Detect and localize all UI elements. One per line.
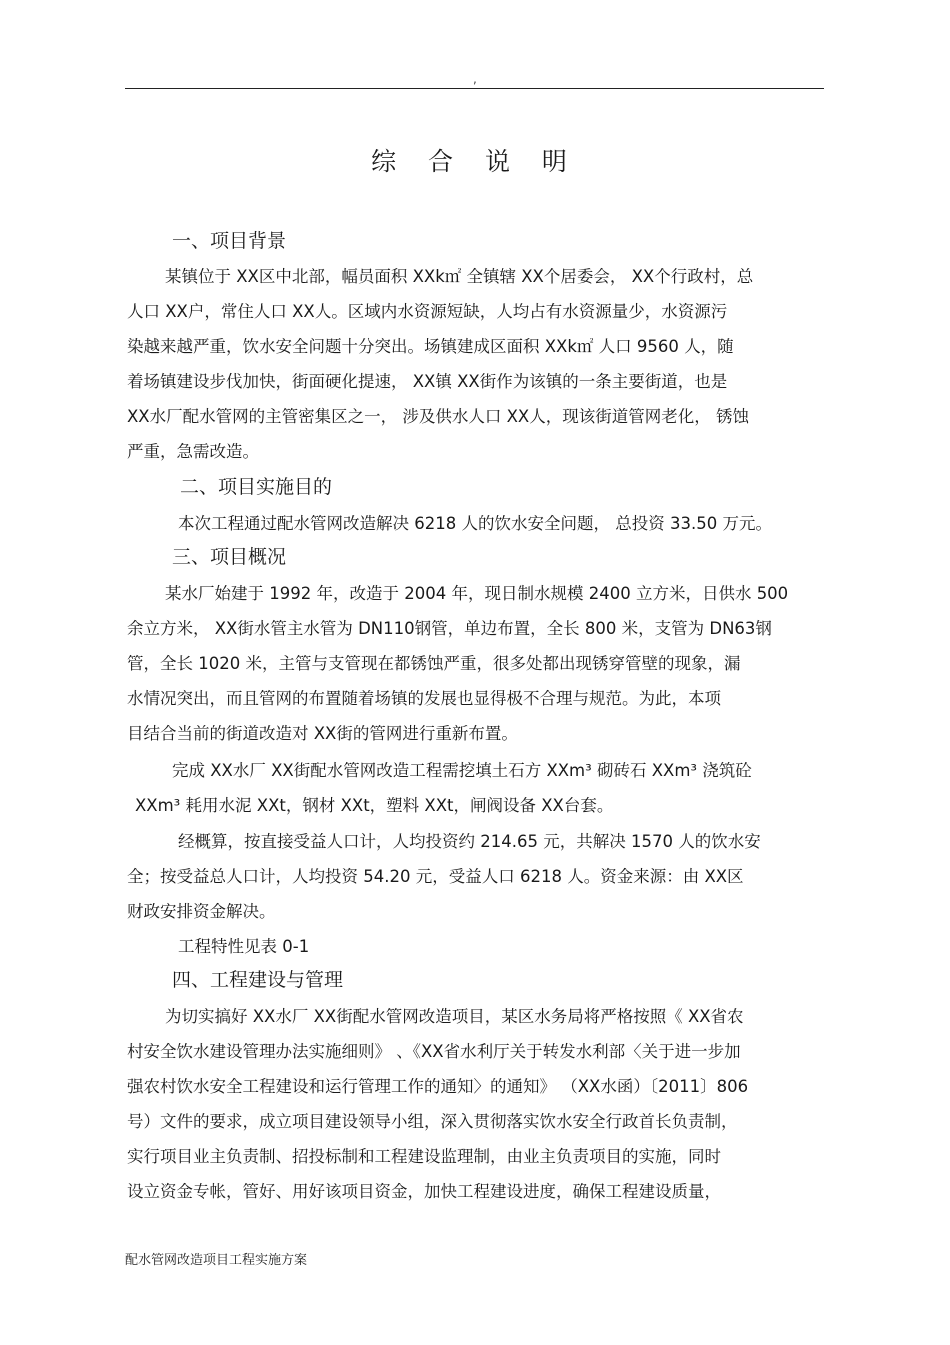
header-rule — [125, 88, 824, 89]
paragraph-line: 人口 XX户，常住人口 XX人。区域内水资源短缺，人均占有水资源量少，水资源污 — [127, 302, 728, 321]
paragraph-line: 为切实搞好 XX水厂 XX街配水管网改造项目，某区水务局将严格按照《 XX省农 — [165, 1007, 744, 1026]
paragraph-line: 实行项目业主负责制、招投标制和工程建设监理制，由业主负责项目的实施，同时 — [127, 1147, 721, 1166]
paragraph-line: 某水厂始建于 1992 年，改造于 2004 年，现日制水规模 2400 立方米，日供水 500 — [165, 584, 789, 603]
section-heading-background: 一、项目背景 — [172, 230, 287, 252]
paragraph-line: 管，全长 1020 米，主管与支管现在都锈蚀严重，很多处都出现锈穿管壁的现象，漏 — [127, 654, 741, 673]
paragraph-line: XX水厂配水管网的主管密集区之一， 涉及供水人口 XX人，现该街道管网老化， 锈蚀 — [127, 407, 749, 426]
paragraph-line: 完成 XX水厂 XX街配水管网改造工程需挖填土石方 XXm³ 砌砖石 XXm³ 浇筑砼 — [172, 761, 752, 780]
paragraph-line: 强农村饮水安全工程建设和运行管理工作的通知〉的通知》 （XX水函）〔2011〕806 — [127, 1077, 749, 1096]
paragraph-line: 号）文件的要求，成立项目建设领导小组，深入贯彻落实饮水安全行政首长负责制， — [127, 1112, 738, 1131]
paragraph-line: 水情况突出，而且管网的布置随着场镇的发展也显得极不合理与规范。为此，本项 — [127, 689, 721, 708]
footer-text: 配水管网改造项目工程实施方案 — [125, 1253, 308, 1268]
paragraph-line: 某镇位于 XX区中北部，幅员面积 XXk㎡ 全镇辖 XX个居委会， XX个行政村，总 — [165, 267, 754, 286]
paragraph-line: 财政安排资金解决。 — [127, 902, 276, 921]
paragraph-line: 本次工程通过配水管网改造解决 6218 人的饮水安全问题， 总投资 33.50 万元。 — [178, 514, 772, 533]
paragraph-line: 目结合当前的街道改造对 XX街的管网进行重新布置。 — [127, 724, 518, 743]
paragraph-line: 严重，急需改造。 — [127, 442, 259, 461]
section-heading-management: 四、工程建设与管理 — [172, 969, 344, 991]
section-heading-purpose: 二、项目实施目的 — [180, 476, 333, 498]
paragraph-line: 着场镇建设步伐加快，街面硬化提速， XX镇 XX街作为该镇的一条主要街道，也是 — [127, 372, 728, 391]
paragraph-line: XXm³ 耗用水泥 XXt，钢材 XXt，塑料 XXt，闸阀设备 XX台套。 — [135, 796, 614, 815]
section-heading-overview: 三、项目概况 — [172, 546, 287, 568]
page-title: 综 合 说 明 — [371, 147, 579, 176]
paragraph-line: 设立资金专帐，管好、用好该项目资金，加快工程建设进度，确保工程建设质量， — [127, 1182, 721, 1201]
paragraph-line: 余立方米， XX街水管主水管为 DN110钢管，单边布置，全长 800 米，支管为 DN63钢 — [127, 619, 772, 638]
paragraph-line: 村安全饮水建设管理办法实施细则》 、《XX省水利厅关于转发水利部〈关于进一步加 — [127, 1042, 741, 1061]
table-reference: 工程特性见表 0-1 — [178, 937, 310, 956]
paragraph-line: 全；按受益总人口计，人均投资 54.20 元，受益人口 6218 人。资金来源：由 XX区 — [127, 867, 744, 886]
header-mark: , — [473, 72, 477, 86]
paragraph-line: 经概算，按直接受益人口计，人均投资约 214.65 元，共解决 1570 人的饮水安 — [178, 832, 761, 851]
paragraph-line: 染越来越严重，饮水安全问题十分突出。场镇建成区面积 XXk㎡ 人口 9560 人，随 — [127, 337, 734, 356]
